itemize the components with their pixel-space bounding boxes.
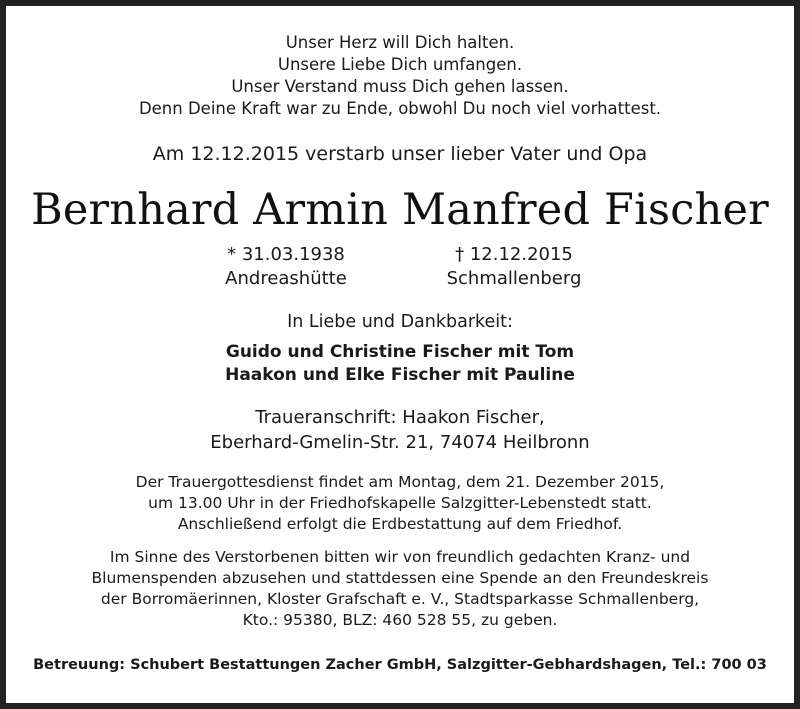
poem-line: Unser Herz will Dich halten. [285, 33, 515, 52]
birth-info [176, 243, 396, 291]
gratitude-line: In Liebe und Dankbarkeit: [287, 312, 513, 332]
death-announcement-intro: Am 12.12.2015 verstarb unser lieber Vater und Opa [152, 143, 648, 165]
family-members [0, 341, 800, 387]
donation-line: der Borromäerinnen, Kloster Grafschaft e. V., Stadtsparkasse Schmallenberg, [100, 590, 700, 608]
death-info [404, 243, 624, 291]
donation-line: Kto.: 95380, BLZ: 460 528 55, zu geben. [242, 611, 558, 629]
death-date: † 12.12.2015 [455, 244, 573, 265]
death-place: Schmallenberg [446, 268, 582, 289]
address-line: Traueranschrift: Haakon Fischer, [255, 407, 545, 428]
birth-date: * 31.03.1938 [227, 244, 345, 265]
poem-line: Denn Deine Kraft war zu Ende, obwohl Du noch viel vorhattest. [138, 99, 662, 118]
birth-place: Andreashütte [225, 268, 347, 289]
poem-line: Unser Verstand muss Dich gehen lassen. [231, 77, 569, 96]
funeral-home-credit: Betreuung: Schubert Bestattungen Zacher GmbH, Salzgitter-Gebhardshagen, Tel.: 700 03 [33, 657, 767, 673]
donation-request [0, 547, 800, 631]
funeral-service-info [0, 472, 800, 535]
service-line: Anschließend erfolgt die Erdbestattung auf dem Friedhof. [177, 515, 623, 533]
family-line: Haakon und Elke Fischer mit Pauline [225, 365, 575, 385]
memorial-poem [0, 32, 800, 120]
mourning-address [0, 405, 800, 455]
address-line: Eberhard-Gmelin-Str. 21, 74074 Heilbronn [210, 432, 590, 453]
family-line: Guido und Christine Fischer mit Tom [225, 342, 575, 362]
service-line: um 13.00 Uhr in der Friedhofskapelle Salzgitter-Lebenstedt statt. [148, 494, 652, 512]
service-line: Der Trauergottesdienst findet am Montag, dem 21. Dezember 2015, [135, 473, 665, 491]
deceased-name: Bernhard Armin Manfred Fischer [31, 185, 769, 235]
donation-line: Im Sinne des Verstorbenen bitten wir von freundlich gedachten Kranz- und [109, 548, 691, 566]
donation-line: Blumenspenden abzusehen und stattdessen eine Spende an den Freundeskreis [91, 569, 709, 587]
poem-line: Unsere Liebe Dich umfangen. [277, 55, 523, 74]
